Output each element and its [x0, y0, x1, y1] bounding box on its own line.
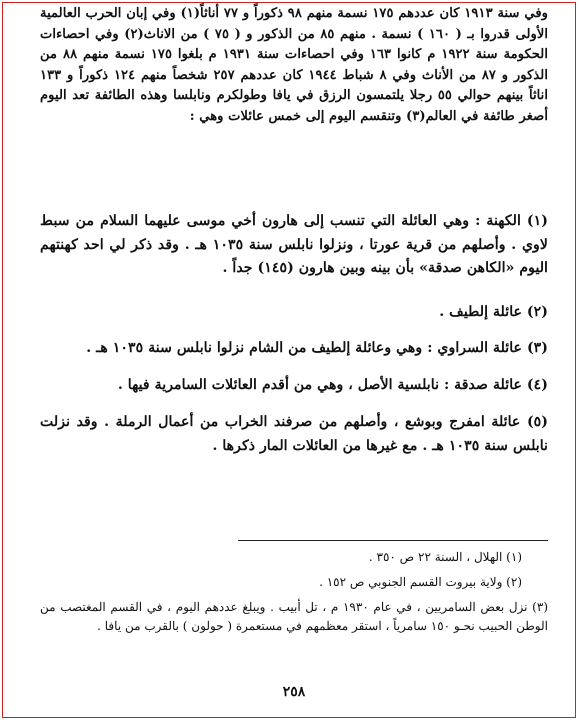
- footnote: (٢) ولاية بيروت القسم الجنوبي ص ١٥٢ .: [319, 575, 522, 589]
- footnotes: [40, 548, 548, 636]
- book-page: [40, 4, 548, 714]
- page-number: ٢٥٨: [282, 684, 306, 700]
- list-item: (٢) عائلة إلطيف .: [439, 303, 548, 320]
- list-item: (٤) عائلة صدقة : نابلسية الأصل ، وهي من أقدم العائلات السامرية فيها .: [117, 376, 548, 393]
- intro-paragraph: وفي سنة ١٩١٣ كان عددهم ١٧٥ نسمة منهم ٩٨ ذكوراً و ٧٧ أناثاً(١) وفي إبان الحرب العالمية الأولى قدروا بـ ( ١٦٠ ) نسمة . منهم ٨٥ من الذكور و ( ٧٥ ) من الاناث(٢) وفي احصاءات الحكومة سنة ١٩٢٢ م كانوا ١٦٣ وفي احصاءات سنة ١٩٣١ م بلغوا ١٧٥ نسمة منهم ٨٨ من الذكور و ٨٧ من الأناث وفي ٨ شباط ١٩٤٤ كان عددهم ٢٥٧ شخصاً منهم ١٢٤ ذكوراً و ١٣٣ اناثاً بينهم حوالي ٥٥ رجلا يلتمسون الرزق في يافا وطولكرم ونابلسا وهذه الطائفة تعد اليوم أصغر طائفة في العالم(٣) وتنقسم اليوم إلى خمس عائلات وهي :: [40, 6, 549, 124]
- footnote: (١) الهلال ، السنة ٢٢ ص ٣٥٠ .: [368, 550, 522, 564]
- family-list: [40, 210, 548, 458]
- list-item: (١) الكهنة : وهي العائلة التي تنسب إلى هارون أخي موسى عليهما السلام من سبط لاوي . وأصلهم من قرية عورتا ، ونزلوا نابلس سنة ١٠٣٥ هـ . وقد ذكر لي احد كهنتهم اليوم «الكاهن صدقة» بأن بينه وبين هارون (١٤٥) جداً .: [40, 213, 548, 276]
- list-item: (٥) عائلة امفرج وبوشع ، وأصلهم من صرفند الخراب من أعمال الرملة . وقد نزلت نابلس سنة ١٠٣٥ هـ . مع غيرها من العائلات المار ذكرها .: [40, 414, 548, 454]
- list-item: (٣) عائلة السراوي : وهي وعائلة إلطيف من الشام نزلوا نابلس سنة ١٠٣٥ هـ .: [86, 340, 548, 356]
- footnote-divider: [238, 540, 548, 541]
- footnote: (٣) نزل بعض السامريين ، في عام ١٩٣٠ م ، تل أبيب . ويبلغ عددهم اليوم ، في القسم المغتصب من الوطن الحبيب نحـو ١٥٠ سامرياً ، استقر معظمهم في مستعمرة ( حولون ) بالقرب من يافا .: [40, 600, 548, 633]
